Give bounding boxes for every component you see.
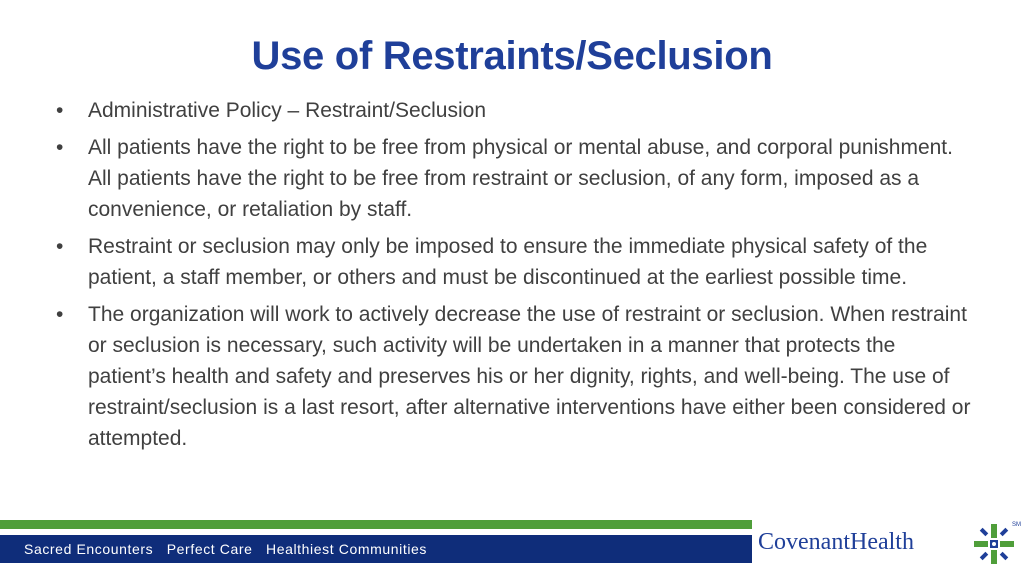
trademark-mark: SM: [1012, 522, 1021, 528]
bullet-dot: •: [56, 99, 64, 122]
bullet-text: Restraint or seclusion may only be imposed to ensure the immediate physical safety of the patient, a staff member, or others and must be discontinued at the earliest possible time.: [88, 235, 928, 289]
slide-title: Use of Restraints/Seclusion: [251, 34, 773, 78]
bullet-text: The organization will work to actively decrease the use of restraint or seclusion. When restraint or seclusion is necessary, such activity will be undertaken in a manner that protects the patient’s health and safety and preserves his or her dignity, rights, and well-being. The use of restraint/seclusion is a last resort, after alternative interventions have either been considered or attempted.: [88, 303, 971, 450]
bullet-item: [56, 95, 976, 126]
covenant-cross-icon: [972, 522, 1016, 566]
bullet-item: [56, 231, 976, 293]
footer-tagline: Sacred Encounters Perfect Care Healthiest Communities: [24, 541, 428, 557]
logo-wordmark: CovenantHealth: [758, 529, 914, 555]
bullet-dot: •: [56, 136, 64, 159]
bullet-dot: •: [56, 235, 64, 258]
bullet-item: [56, 132, 976, 225]
bullet-list: [56, 95, 976, 460]
footer-green-bar: [0, 520, 752, 529]
bullet-text: Administrative Policy – Restraint/Seclusion: [88, 99, 486, 122]
bullet-item: [56, 299, 976, 454]
bullet-dot: •: [56, 303, 64, 326]
bullet-text: All patients have the right to be free from physical or mental abuse, and corporal punishment. All patients have the right to be free from restraint or seclusion, of any form, imposed as a convenience, or retaliation by staff.: [88, 136, 953, 221]
covenant-health-logo: [758, 522, 1020, 566]
